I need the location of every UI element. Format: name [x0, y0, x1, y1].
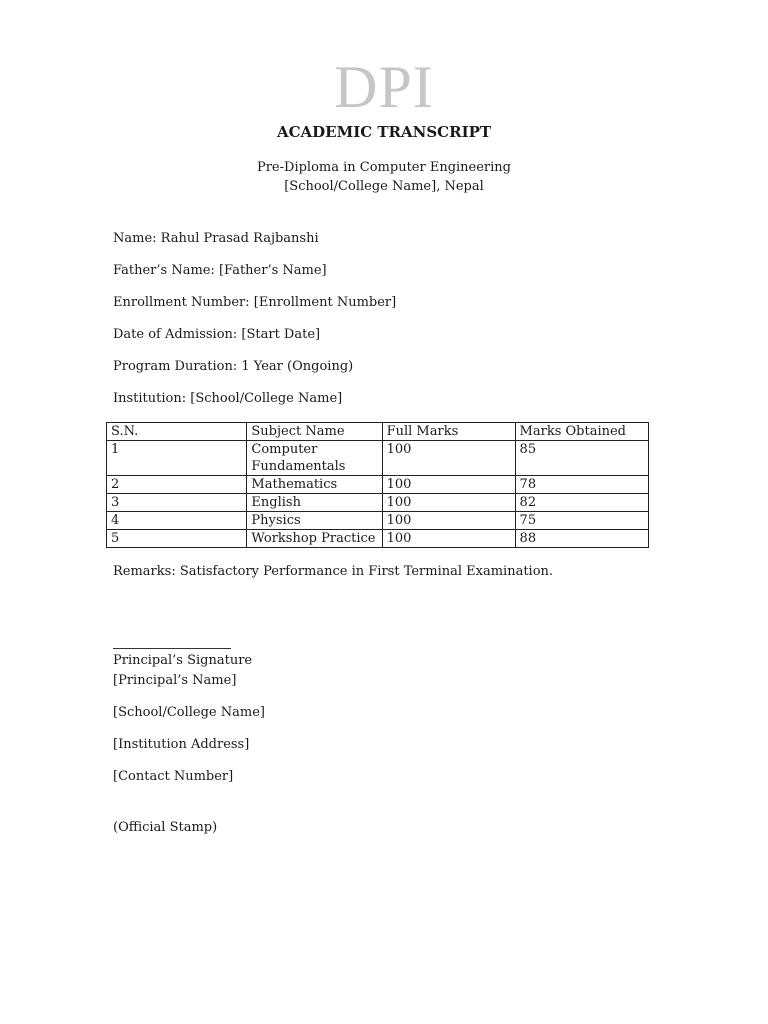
cell-full-marks: 100: [382, 494, 515, 512]
dpi-logo: DPI: [334, 54, 434, 120]
cell-subject: Mathematics: [247, 476, 382, 494]
table-header-row: [107, 423, 649, 441]
cell-sn: 5: [107, 530, 247, 548]
program-duration: Program Duration: 1 Year (Ongoing): [113, 359, 354, 374]
header-sn: S.N.: [107, 423, 247, 441]
principal-name: [Principal’s Name]: [113, 673, 237, 688]
table-row: [107, 476, 649, 494]
cell-full-marks: 100: [382, 441, 515, 476]
institution: Institution: [School/College Name]: [113, 391, 343, 406]
cell-marks-obtained: 75: [515, 512, 648, 530]
remarks: Remarks: Satisfactory Performance in First Terminal Examination.: [113, 564, 554, 579]
cell-sn: 1: [107, 441, 247, 476]
cell-sn: 2: [107, 476, 247, 494]
cell-sn: 3: [107, 494, 247, 512]
table-row: [107, 512, 649, 530]
cell-subject: Physics: [247, 512, 382, 530]
cell-full-marks: 100: [382, 476, 515, 494]
contact-number: [Contact Number]: [113, 769, 234, 784]
enrollment-number: Enrollment Number: [Enrollment Number]: [113, 295, 397, 310]
cell-marks-obtained: 78: [515, 476, 648, 494]
header-full-marks: Full Marks: [382, 423, 515, 441]
cell-full-marks: 100: [382, 512, 515, 530]
father-name: Father’s Name: [Father’s Name]: [113, 263, 327, 278]
signature-line: [113, 648, 231, 649]
student-name: Name: Rahul Prasad Rajbanshi: [113, 231, 319, 246]
cell-marks-obtained: 82: [515, 494, 648, 512]
school-subtitle: [School/College Name], Nepal: [284, 179, 484, 194]
cell-marks-obtained: 85: [515, 441, 648, 476]
table-row: [107, 441, 649, 476]
signature-label: Principal’s Signature: [113, 653, 253, 668]
institution-address: [Institution Address]: [113, 737, 250, 752]
official-stamp: (Official Stamp): [113, 820, 218, 835]
admission-date: Date of Admission: [Start Date]: [113, 327, 321, 342]
cell-marks-obtained: 88: [515, 530, 648, 548]
program-subtitle: Pre-Diploma in Computer Engineering: [256, 160, 512, 175]
document-title: ACADEMIC TRANSCRIPT: [276, 123, 492, 141]
school-name: [School/College Name]: [113, 705, 265, 720]
marks-table: [106, 422, 649, 548]
header-marks-obtained: Marks Obtained: [515, 423, 648, 441]
cell-subject: Computer Fundamentals: [247, 441, 382, 476]
cell-subject: English: [247, 494, 382, 512]
cell-sn: 4: [107, 512, 247, 530]
table-row: [107, 494, 649, 512]
cell-full-marks: 100: [382, 530, 515, 548]
table-row: [107, 530, 649, 548]
header-subject: Subject Name: [247, 423, 382, 441]
cell-subject: Workshop Practice: [247, 530, 382, 548]
